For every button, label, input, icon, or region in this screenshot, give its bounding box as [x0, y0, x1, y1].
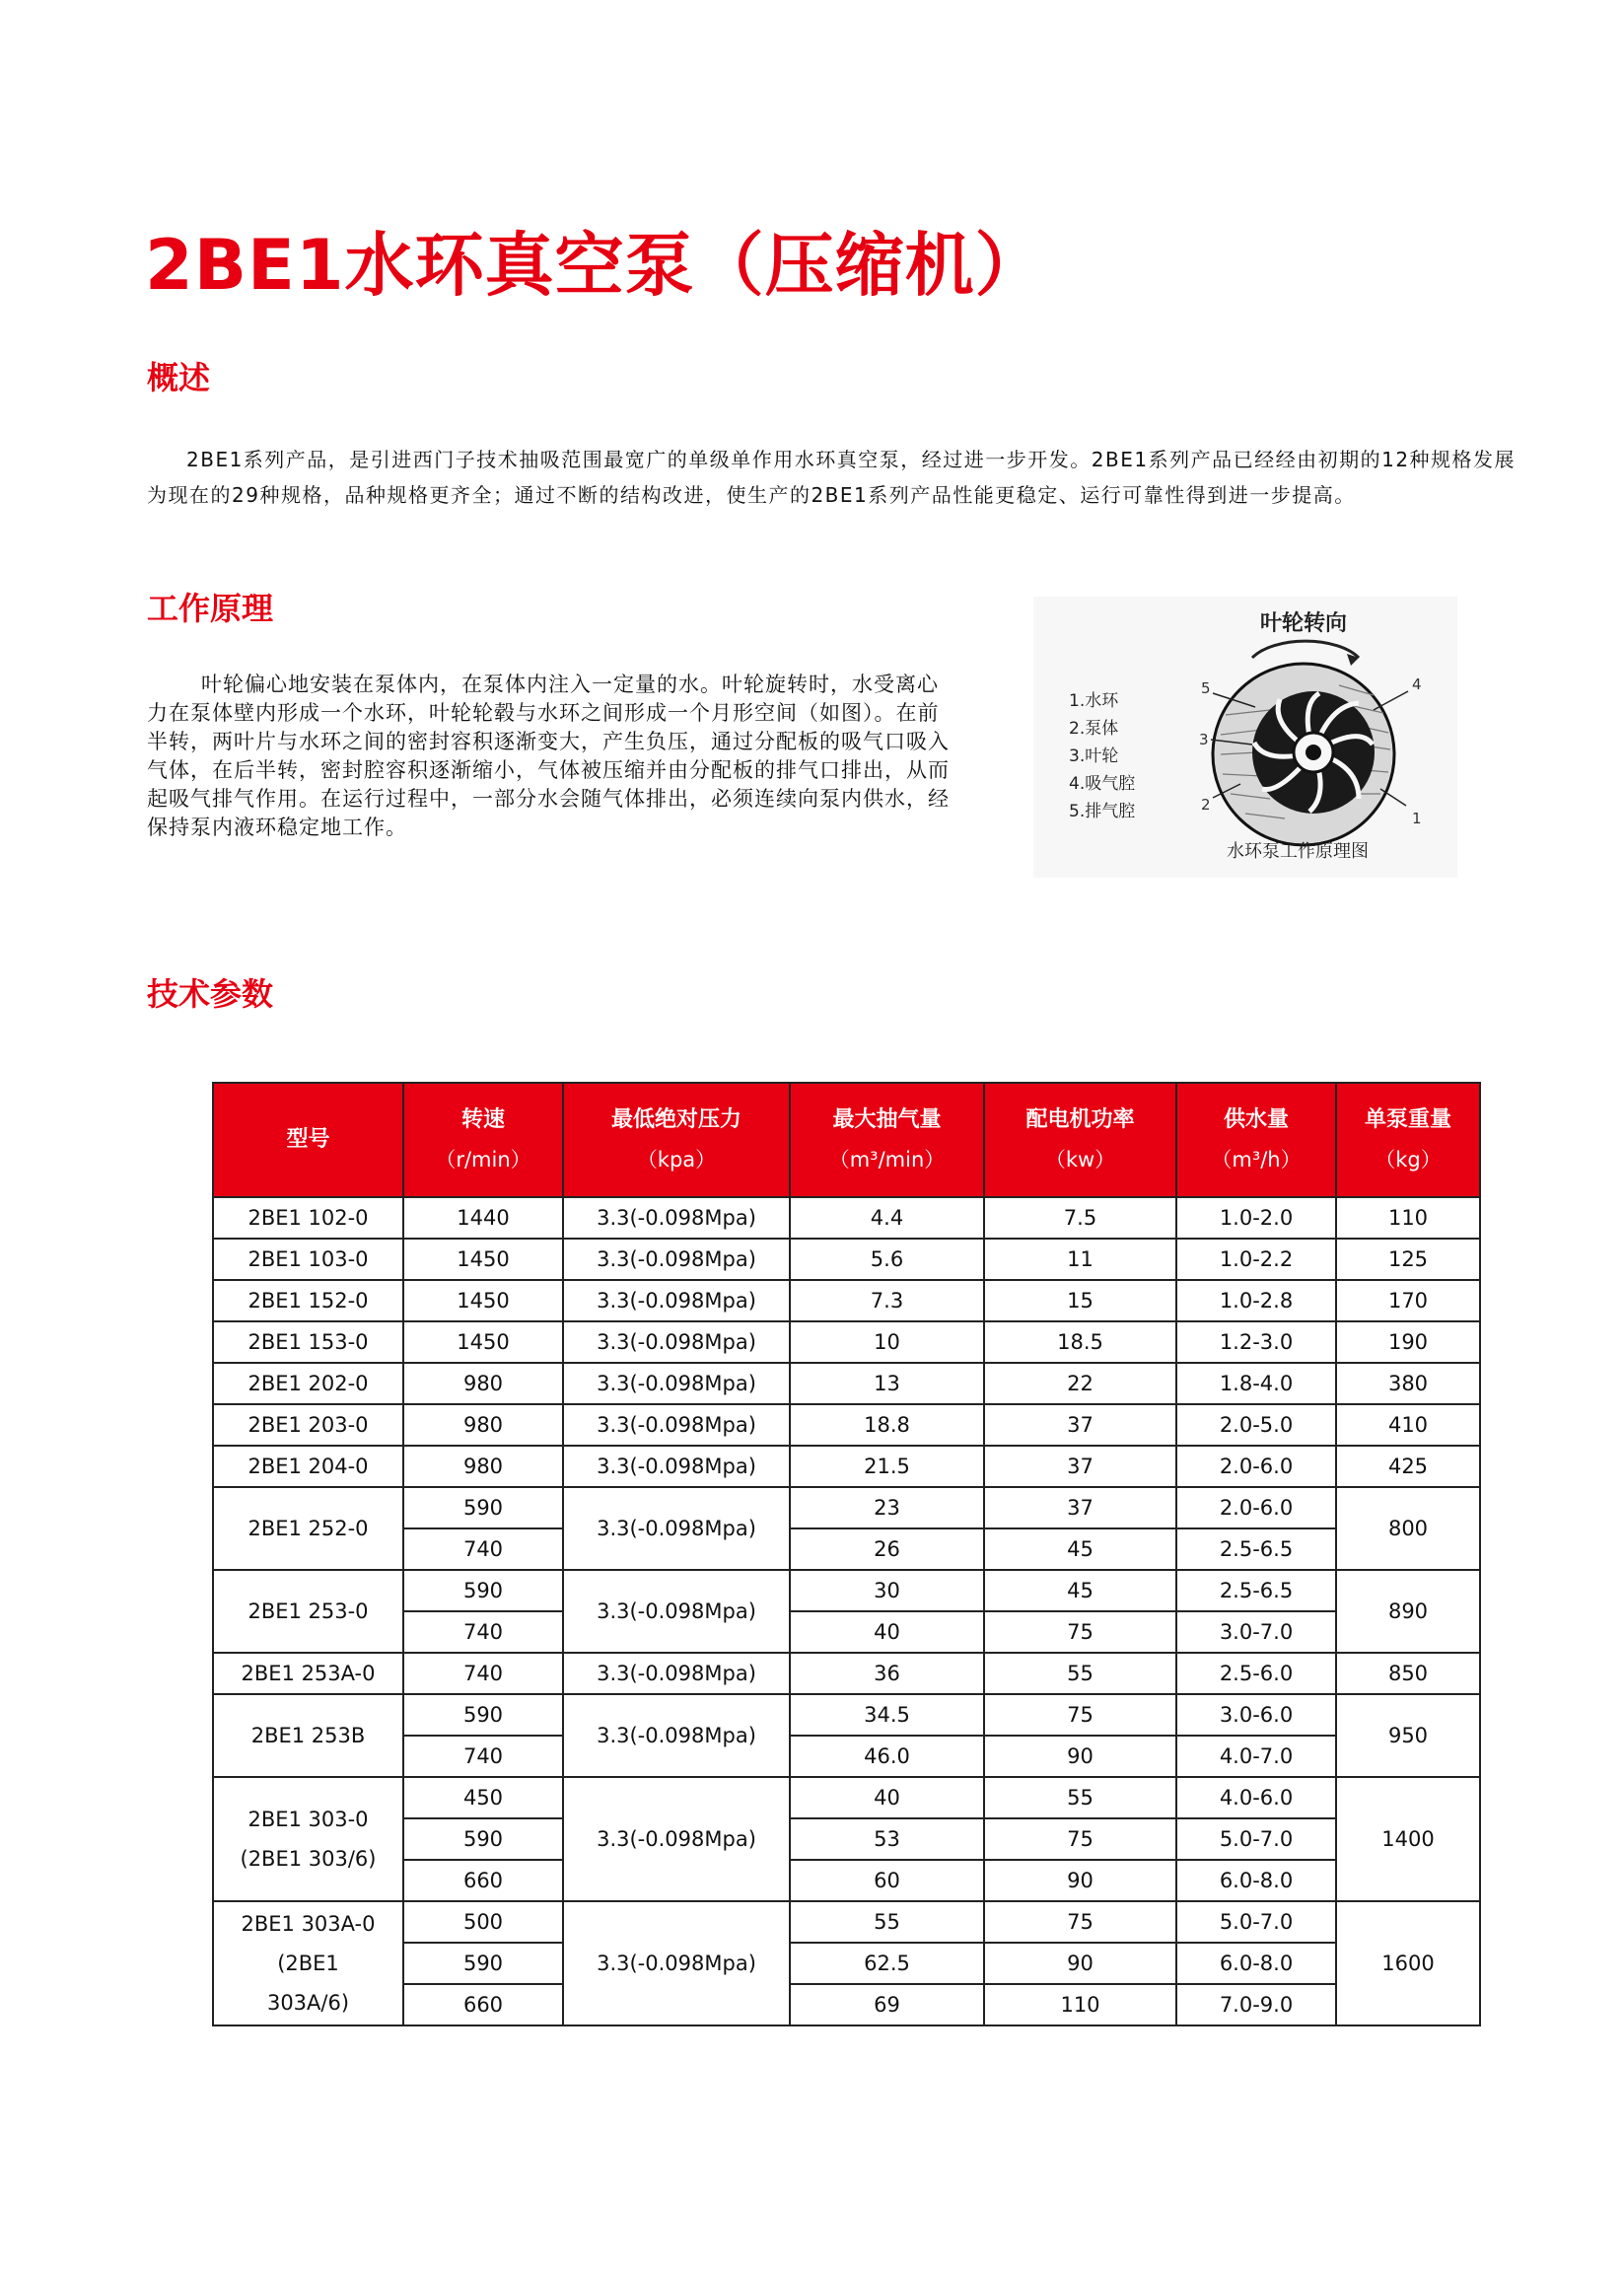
cell-speed: 1450: [403, 1280, 563, 1321]
cell-speed: 590: [403, 1570, 563, 1611]
cell-motor-power: 75: [984, 1694, 1176, 1736]
table-body: [213, 1197, 1480, 2025]
cell-model: 2BE1 203-0: [213, 1404, 403, 1446]
overview-heading: 概述: [147, 359, 211, 396]
cell-motor-power: 90: [984, 1943, 1176, 1984]
cell-speed: 590: [403, 1818, 563, 1860]
table-row: [213, 1653, 1480, 1694]
cell-air-volume: 18.8: [790, 1404, 984, 1446]
legend-item: 3.叶轮: [1069, 746, 1119, 766]
cell-motor-power: 45: [984, 1570, 1176, 1611]
callout-number: 4: [1412, 675, 1422, 693]
cell-water-supply: 2.5-6.5: [1176, 1570, 1336, 1611]
cell-weight: 170: [1336, 1280, 1480, 1321]
table-row: [213, 1528, 1480, 1570]
header-motor-power: [984, 1083, 1176, 1197]
table-row: [213, 1446, 1480, 1487]
cell-water-supply: 2.5-6.0: [1176, 1653, 1336, 1694]
cell-weight: 110: [1336, 1197, 1480, 1239]
cell-air-volume: 53: [790, 1818, 984, 1860]
cell-pressure: 3.3(-0.098Mpa): [563, 1239, 790, 1280]
header-label: 单泵重量: [1364, 1107, 1451, 1132]
cell-water-supply: 3.0-6.0: [1176, 1694, 1336, 1736]
cell-pressure: 3.3(-0.098Mpa): [563, 1321, 790, 1363]
cell-motor-power: 110: [984, 1984, 1176, 2025]
cell-water-supply: 2.0-5.0: [1176, 1404, 1336, 1446]
legend-item: 4.吸气腔: [1069, 774, 1136, 794]
table-row: [213, 1901, 1480, 1943]
cell-pressure: 3.3(-0.098Mpa): [563, 1197, 790, 1239]
cell-motor-power: 37: [984, 1487, 1176, 1528]
cell-motor-power: 55: [984, 1653, 1176, 1694]
cell-air-volume: 23: [790, 1487, 984, 1528]
legend-item: 1.水环: [1069, 691, 1119, 711]
table-row: [213, 1611, 1480, 1653]
cell-pressure: 3.3(-0.098Mpa): [563, 1777, 790, 1901]
cell-model: 2BE1 252-0: [213, 1487, 403, 1570]
cell-air-volume: 30: [790, 1570, 984, 1611]
header-air-volume: [790, 1083, 984, 1197]
table-row: [213, 1984, 1480, 2025]
cell-speed: 660: [403, 1860, 563, 1901]
header-label: 型号: [286, 1127, 330, 1152]
cell-water-supply: 4.0-6.0: [1176, 1777, 1336, 1818]
cell-water-supply: 1.0-2.0: [1176, 1197, 1336, 1239]
table-row: [213, 1570, 1480, 1611]
cell-air-volume: 21.5: [790, 1446, 984, 1487]
table-row: [213, 1280, 1480, 1321]
cell-water-supply: 5.0-7.0: [1176, 1818, 1336, 1860]
cell-motor-power: 90: [984, 1860, 1176, 1901]
header-unit: （kpa）: [636, 1148, 717, 1172]
cell-motor-power: 11: [984, 1239, 1176, 1280]
table-row: [213, 1943, 1480, 1984]
table-row: [213, 1818, 1480, 1860]
cell-air-volume: 34.5: [790, 1694, 984, 1736]
table-row: [213, 1860, 1480, 1901]
header-pressure: [563, 1083, 790, 1197]
header-unit: （m³/h）: [1211, 1148, 1302, 1172]
cell-weight: 850: [1336, 1653, 1480, 1694]
cell-motor-power: 75: [984, 1611, 1176, 1653]
cell-speed: 740: [403, 1653, 563, 1694]
cell-speed: 740: [403, 1736, 563, 1777]
cell-motor-power: 90: [984, 1736, 1176, 1777]
cell-water-supply: 6.0-8.0: [1176, 1860, 1336, 1901]
cell-pressure: 3.3(-0.098Mpa): [563, 1653, 790, 1694]
header-weight: [1336, 1083, 1480, 1197]
cell-air-volume: 55: [790, 1901, 984, 1943]
callout-number: 2: [1201, 796, 1211, 814]
cell-speed: 590: [403, 1694, 563, 1736]
header-unit: （kw）: [1044, 1148, 1116, 1172]
cell-weight: 425: [1336, 1446, 1480, 1487]
cell-pressure: 3.3(-0.098Mpa): [563, 1901, 790, 2025]
cell-model: 2BE1 153-0: [213, 1321, 403, 1363]
table-row: [213, 1197, 1480, 1239]
cell-model: 2BE1 303A-0 (2BE1 303A/6): [213, 1901, 403, 2025]
header-model: [213, 1083, 403, 1197]
cell-speed: 660: [403, 1984, 563, 2025]
table-row: [213, 1363, 1480, 1404]
cell-model: 2BE1 253-0: [213, 1570, 403, 1653]
cell-air-volume: 10: [790, 1321, 984, 1363]
cell-motor-power: 18.5: [984, 1321, 1176, 1363]
diagram-legend: [1069, 687, 1135, 825]
cell-water-supply: 4.0-7.0: [1176, 1736, 1336, 1777]
cell-motor-power: 75: [984, 1901, 1176, 1943]
cell-weight: 1600: [1336, 1901, 1480, 2025]
table-row: [213, 1736, 1480, 1777]
cell-pressure: 3.3(-0.098Mpa): [563, 1694, 790, 1777]
cell-water-supply: 1.2-3.0: [1176, 1321, 1336, 1363]
cell-weight: 800: [1336, 1487, 1480, 1570]
header-label: 转速: [460, 1107, 505, 1132]
cell-air-volume: 13: [790, 1363, 984, 1404]
cell-air-volume: 46.0: [790, 1736, 984, 1777]
diagram-caption: 水环泵工作原理图: [1227, 841, 1369, 862]
cell-water-supply: 2.5-6.5: [1176, 1528, 1336, 1570]
cell-motor-power: 75: [984, 1818, 1176, 1860]
cell-speed: 590: [403, 1943, 563, 1984]
table-row: [213, 1777, 1480, 1818]
cell-water-supply: 1.0-2.8: [1176, 1280, 1336, 1321]
header-label: 配电机功率: [1025, 1107, 1135, 1132]
cell-air-volume: 40: [790, 1611, 984, 1653]
cell-model: 2BE1 303-0 (2BE1 303/6): [213, 1777, 403, 1901]
cell-speed: 500: [403, 1901, 563, 1943]
header-water-supply: [1176, 1083, 1336, 1197]
cell-water-supply: 1.8-4.0: [1176, 1363, 1336, 1404]
cell-weight: 950: [1336, 1694, 1480, 1777]
cell-weight: 1400: [1336, 1777, 1480, 1901]
cell-air-volume: 40: [790, 1777, 984, 1818]
cell-motor-power: 7.5: [984, 1197, 1176, 1239]
cell-air-volume: 69: [790, 1984, 984, 2025]
cell-pressure: 3.3(-0.098Mpa): [563, 1446, 790, 1487]
cell-speed: 980: [403, 1363, 563, 1404]
cell-air-volume: 26: [790, 1528, 984, 1570]
cell-model: 2BE1 253B: [213, 1694, 403, 1777]
cell-air-volume: 60: [790, 1860, 984, 1901]
cell-weight: 410: [1336, 1404, 1480, 1446]
cell-speed: 450: [403, 1777, 563, 1818]
callout-number: 5: [1201, 679, 1211, 697]
cell-weight: 125: [1336, 1239, 1480, 1280]
table-row: [213, 1694, 1480, 1736]
cell-motor-power: 37: [984, 1446, 1176, 1487]
cell-model: 2BE1 253A-0: [213, 1653, 403, 1694]
table-row: [213, 1321, 1480, 1363]
cell-air-volume: 4.4: [790, 1197, 984, 1239]
cell-speed: 740: [403, 1611, 563, 1653]
cell-motor-power: 37: [984, 1404, 1176, 1446]
cell-water-supply: 2.0-6.0: [1176, 1487, 1336, 1528]
cell-water-supply: 1.0-2.2: [1176, 1239, 1336, 1280]
cell-speed: 980: [403, 1404, 563, 1446]
overview-text: 2BE1系列产品，是引进西门子技术抽吸范围最宽广的单级单作用水环真空泵，经过进一步开发。2BE1系列产品已经经由初期的12种规格发展为现在的29种规格，品种规格更齐全；通过不断的结构改进，使生产的2BE1系列产品性能更稳定、运行可靠性得到进一步提高。: [147, 448, 1517, 507]
cell-motor-power: 55: [984, 1777, 1176, 1818]
cell-weight: 190: [1336, 1321, 1480, 1363]
header-label: 供水量: [1223, 1107, 1289, 1132]
cell-weight: 380: [1336, 1363, 1480, 1404]
cell-pressure: 3.3(-0.098Mpa): [563, 1487, 790, 1570]
water-ring-pump-diagram: [1033, 597, 1457, 878]
cell-model: 2BE1 103-0: [213, 1239, 403, 1280]
table-header-row: [213, 1083, 1480, 1197]
cell-motor-power: 15: [984, 1280, 1176, 1321]
cell-water-supply: 6.0-8.0: [1176, 1943, 1336, 1984]
cell-motor-power: 45: [984, 1528, 1176, 1570]
cell-pressure: 3.3(-0.098Mpa): [563, 1570, 790, 1653]
header-label: 最大抽气量: [832, 1107, 942, 1132]
page-title: 2BE1水环真空泵（压缩机）: [145, 225, 1045, 306]
cell-water-supply: 2.0-6.0: [1176, 1446, 1336, 1487]
header-unit: （kg）: [1375, 1148, 1442, 1172]
cell-motor-power: 22: [984, 1363, 1176, 1404]
cell-speed: 1440: [403, 1197, 563, 1239]
table-row: [213, 1404, 1480, 1446]
technical-parameters-table: [212, 1082, 1481, 2026]
cell-water-supply: 7.0-9.0: [1176, 1984, 1336, 2025]
cell-model: 2BE1 152-0: [213, 1280, 403, 1321]
header-unit: （m³/min）: [828, 1148, 946, 1172]
legend-item: 2.泵体: [1069, 719, 1119, 739]
rotation-direction-label: 叶轮转向: [1260, 611, 1348, 636]
table-row: [213, 1487, 1480, 1528]
cell-weight: 890: [1336, 1570, 1480, 1653]
params-heading: 技术参数: [147, 975, 274, 1013]
cell-model: 2BE1 102-0: [213, 1197, 403, 1239]
cell-pressure: 3.3(-0.098Mpa): [563, 1363, 790, 1404]
header-label: 最低绝对压力: [610, 1107, 741, 1132]
cell-model: 2BE1 204-0: [213, 1446, 403, 1487]
cell-model: 2BE1 202-0: [213, 1363, 403, 1404]
cell-air-volume: 36: [790, 1653, 984, 1694]
cell-speed: 590: [403, 1487, 563, 1528]
cell-pressure: 3.3(-0.098Mpa): [563, 1280, 790, 1321]
header-unit: （r/min）: [435, 1148, 531, 1172]
cell-air-volume: 5.6: [790, 1239, 984, 1280]
cell-water-supply: 3.0-7.0: [1176, 1611, 1336, 1653]
principle-heading: 工作原理: [147, 590, 274, 627]
callout-number: 1: [1412, 810, 1422, 827]
cell-speed: 1450: [403, 1321, 563, 1363]
cell-speed: 1450: [403, 1239, 563, 1280]
header-speed: [403, 1083, 563, 1197]
callout-number: 3: [1199, 731, 1209, 748]
table-row: [213, 1239, 1480, 1280]
cell-speed: 980: [403, 1446, 563, 1487]
cell-speed: 740: [403, 1528, 563, 1570]
cell-pressure: 3.3(-0.098Mpa): [563, 1404, 790, 1446]
cell-air-volume: 62.5: [790, 1943, 984, 1984]
cell-air-volume: 7.3: [790, 1280, 984, 1321]
cell-water-supply: 5.0-7.0: [1176, 1901, 1336, 1943]
legend-item: 5.排气腔: [1069, 802, 1136, 821]
principle-text: 叶轮偏心地安装在泵体内，在泵体内注入一定量的水。叶轮旋转时，水受离心力在泵体壁内形成一个水环，叶轮轮毂与水环之间形成一个月形空间（如图）。在前半转，两叶片与水环之间的密封容积逐渐变大，产生负压，通过分配板的吸气口吸入气体，在后半转，密封腔容积逐渐缩小，气体被压缩并由分配板的排气口排出，从而起吸气排气作用。在运行过程中，一部分水会随气体排出，必须连续向泵内供水，经保持泵内液环稳定地工作。: [147, 673, 950, 839]
